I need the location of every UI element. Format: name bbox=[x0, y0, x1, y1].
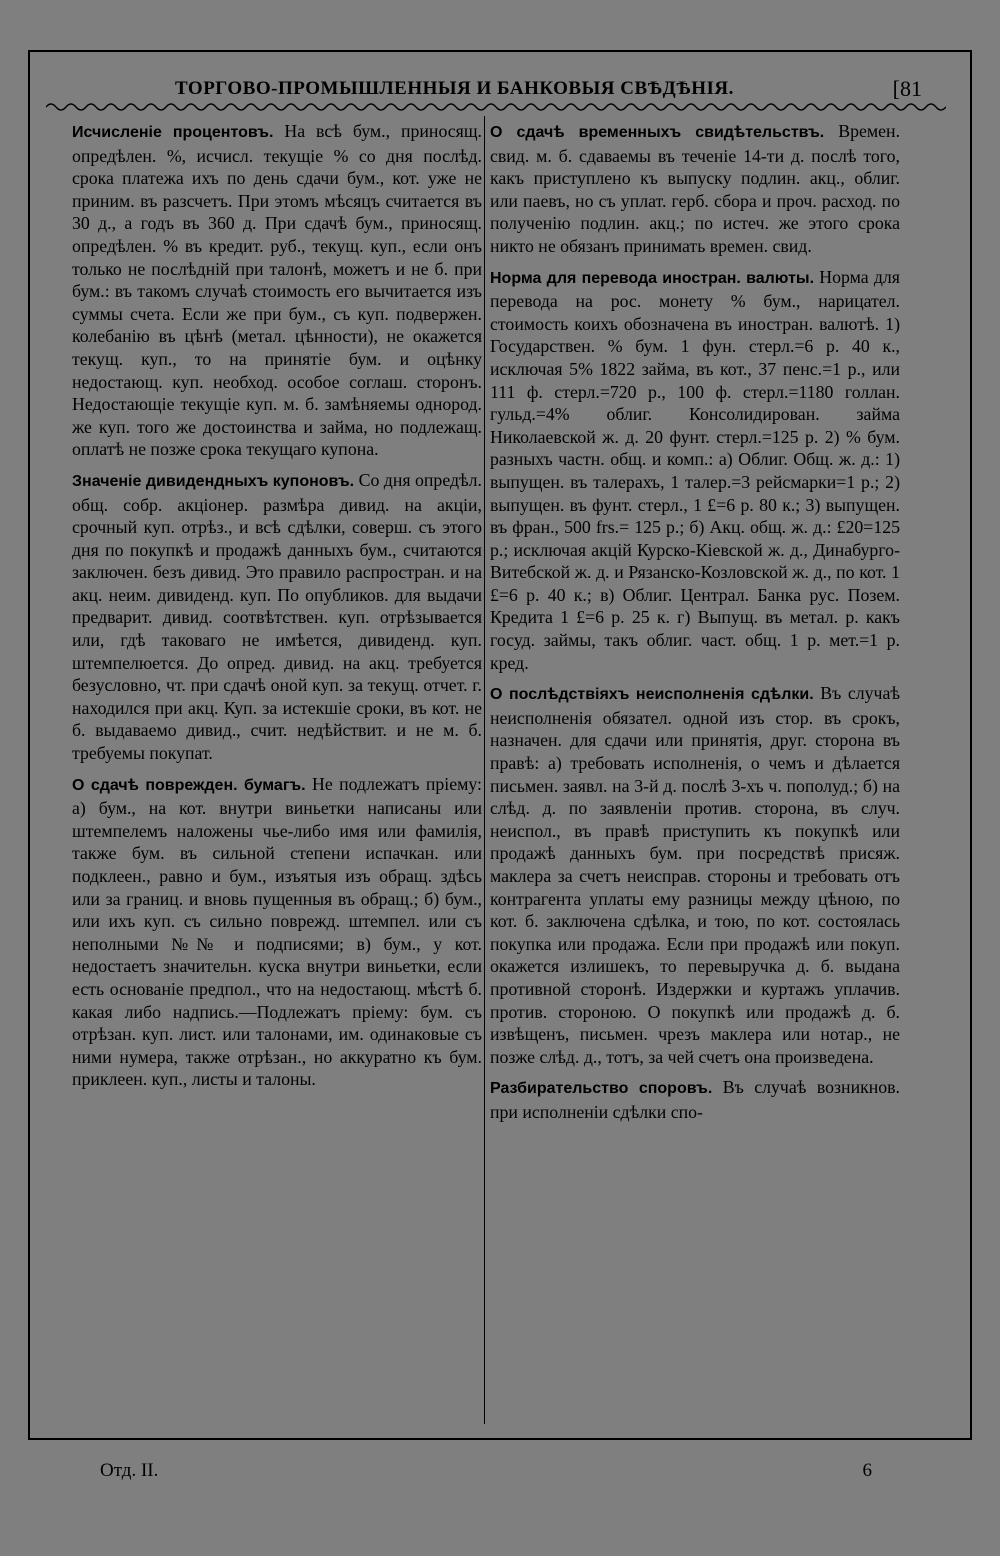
paragraph-heading: О сдачѣ временныхъ свидѣтельствъ. bbox=[490, 124, 825, 141]
column-divider bbox=[484, 116, 485, 1424]
paragraph-text: На всѣ бум., приносящ. опредѣлен. %, исчисл. текущіе % со дня послѣд. срока платежа ихъ по день сдачи бум., кот. уже не приним. въ разсчетъ. При этомъ мѣсяцъ считается въ 30 д., а годъ въ 360 д. При сдачѣ бум., приносящ. опредѣлен. % въ кредит. руб., текущ. куп., если онъ только не послѣдній при талонѣ, можетъ и не б. при бум.: въ такомъ случаѣ стоимость его вычитается изъ суммы счета. Если же при бум., съ куп. подвержен. колебанію въ цѣнѣ (метал. цѣнности), не окажется текущ. куп., то на принятіе бум. и оцѣнку недостающ. куп. необход. особое соглаш. сторонъ. Недостающіе текущіе куп. м. б. замѣняемы однород. же куп. того же достоинства и займа, но подлежащ. оплатѣ не позже срока текущаго купона. bbox=[72, 121, 482, 460]
paragraph-text: Въ случаѣ возникнов. при исполненіи сдѣлки спо- bbox=[490, 1077, 900, 1122]
paragraph-non-fulfilment bbox=[490, 682, 900, 1068]
footer-page-number: 6 bbox=[862, 1460, 872, 1481]
paragraph-currency-norm bbox=[490, 266, 900, 675]
paragraph-heading: Норма для перевода иностран. валюты. bbox=[490, 269, 815, 287]
paragraph-heading: О послѣдствіяхъ неисполненія сдѣлки. bbox=[490, 686, 814, 704]
paragraph-heading: Разбирательство споровъ. bbox=[490, 1080, 713, 1098]
left-column bbox=[72, 120, 482, 1430]
paragraph-text: Не подлежатъ пріему: а) бум., на кот. внутри виньетки написаны или штемпелемъ наложены чье-либо имя или фамилія, также бум. въ сильной степени испачкан. или подклеен., равно и бум., изъятыя изъ обращ. здѣсь или за границ. и вновь пущенныя въ обращ.; б) бум., или ихъ куп. съ сильно поврежд. штемпел. или съ неполными №№ и подписями; в) бум., у кот. недостаетъ значительн. куска внутри виньетки, если есть основаніе предпол., что на недостающ. мѣстѣ б. какая либо надпись.—Подлежатъ пріему: бум. съ отрѣзан. куп. лист. или талонами, им. одинаковые съ ними нумера, также отрѣзан., но аккуратно къ бум. приклеен. куп., листы и талоны. bbox=[72, 773, 482, 1090]
paragraph-heading: Значеніе дивидендныхъ купоновъ. bbox=[72, 472, 355, 490]
paragraph-dividend-coupons bbox=[72, 469, 482, 765]
paragraph-temporary-certificates bbox=[490, 120, 900, 258]
paragraph-interest bbox=[72, 120, 482, 461]
page-title: ТОРГОВО-ПРОМЫШЛЕННЫЯ И БАНКОВЫЯ СВѢДѢНІЯ. bbox=[175, 78, 734, 99]
paragraph-heading: О сдачѣ поврежден. бумагъ. bbox=[72, 776, 306, 794]
paragraph-damaged-papers bbox=[72, 773, 482, 1091]
paragraph-text: Со дня опредѣл. общ. собр. акціонер. размѣра дивид. на акціи, срочный куп. отрѣз., и всѣ сдѣлки, соверш. съ этого дня по покупкѣ и продажѣ данныхъ бум., считаются заключен. безъ дивид. Это правило распростран. и на акц. неим. дивиденд. куп. По опубликов. для выдачи предварит. дивид. соотвѣтствен. куп. отрѣзывается или, гдѣ таковаго не имѣется, дивиденд. куп. штемпелюется. До опред. дивид. на акц. требуется безусловно, чт. при сдачѣ оной куп. за текущ. отчет. г. находился при акц. Куп. за истекшіе сроки, въ кот. не б. выдаваемо дивид., счит. недѣйствит. и не м. б. требуемы покупат. bbox=[72, 469, 482, 764]
paragraph-disputes bbox=[490, 1076, 900, 1123]
paragraph-text: Въ случаѣ неисполненія обязател. одной изъ стор. въ срокъ, назначен. для сдачи или принятія, друг. сторона въ правѣ: а) требовать исполненія, о чемъ и дѣлается письмен. заявл. на 3-й д. послѣ 3-хъ ч. пополуд.; б) на слѣд. д. по заявленіи против. сторона, въ случ. неиспол., въ правѣ приступить къ покупкѣ или продажѣ данныхъ бум. при посредствѣ присяж. маклера за счетъ неисправ. стороны и требовать отъ контрагента уплаты ему разницы между цѣною, по кот. б. заключена сдѣлка, и тою, по кот. состоялась покупка или продажа. Если при продажѣ или покуп. окажется излишекъ, то перевыручка д. б. выдана противной сторонѣ. Издержки и куртажъ уплачив. против. стороною. О покупкѣ или продажѣ д. б. извѣщенъ, письмен. чрезъ маклера или нотар., не позже слѣд. д., тотъ, за чей счетъ она произведена. bbox=[490, 683, 900, 1067]
ornamental-rule bbox=[46, 100, 946, 114]
paragraph-text: Времен. свид. м. б. сдаваемы въ теченіе 14-ти д. послѣ того, какъ приступлено къ выпуску подлин. акц., облиг. или паевъ, но съ уплат. герб. сбора и проч. расход. по полученію подлин. акц.; по истеч. же этого срока никто не обязанъ принимать времен. свид. bbox=[490, 121, 900, 256]
footer-section-label: Отд. II. bbox=[100, 1460, 159, 1481]
paragraph-heading: Исчисленіе процентовъ. bbox=[72, 124, 274, 141]
right-column bbox=[490, 120, 900, 1430]
paragraph-text: Норма для перевода на рос. монету % бум., нарицател. стоимость коихъ обозначена въ иностран. валютѣ. 1) Государствен. % бум. 1 фун. стерл.=6 р. 40 к., исключая 5% 1822 займа, въ кот., 37 пенс.=1 р., или 111 ф. стерл.=720 р., 100 ф. стерл.=1180 голлан. гульд.=4% облиг. Консолидирован. займа Николаевской ж. д. 20 фунт. стерл.=125 р. 2) % бум. разныхъ частн. общ. и комп.: а) Облиг. Общ. ж. д.: 1) выпущен. въ талерахъ, 1 талер.=3 рейсмарки=1 р.; 2) выпущен. въ фунт. стерл., 1 £=6 р. 80 к.; 3) выпущен. въ фран., 500 frs.= 125 р.; б) Акц. общ. ж. д.: £20=125 р.; исключая акцій Курско-Кіевской ж. д., Динабурго-Витебской ж. д. и Рязанско-Козловской ж. д., по кот. 1 £=6 р. 40 к.; в) Облиг. Централ. Банка рус. Позем. Кредита 1 £=6 р. 25 к. г) Выпущ. въ метал. р. какъ госуд. займы, такъ облиг. част. общ. 1 р. мет.=1 р. кред. bbox=[490, 266, 900, 673]
header-page-number: [81 bbox=[892, 76, 922, 101]
